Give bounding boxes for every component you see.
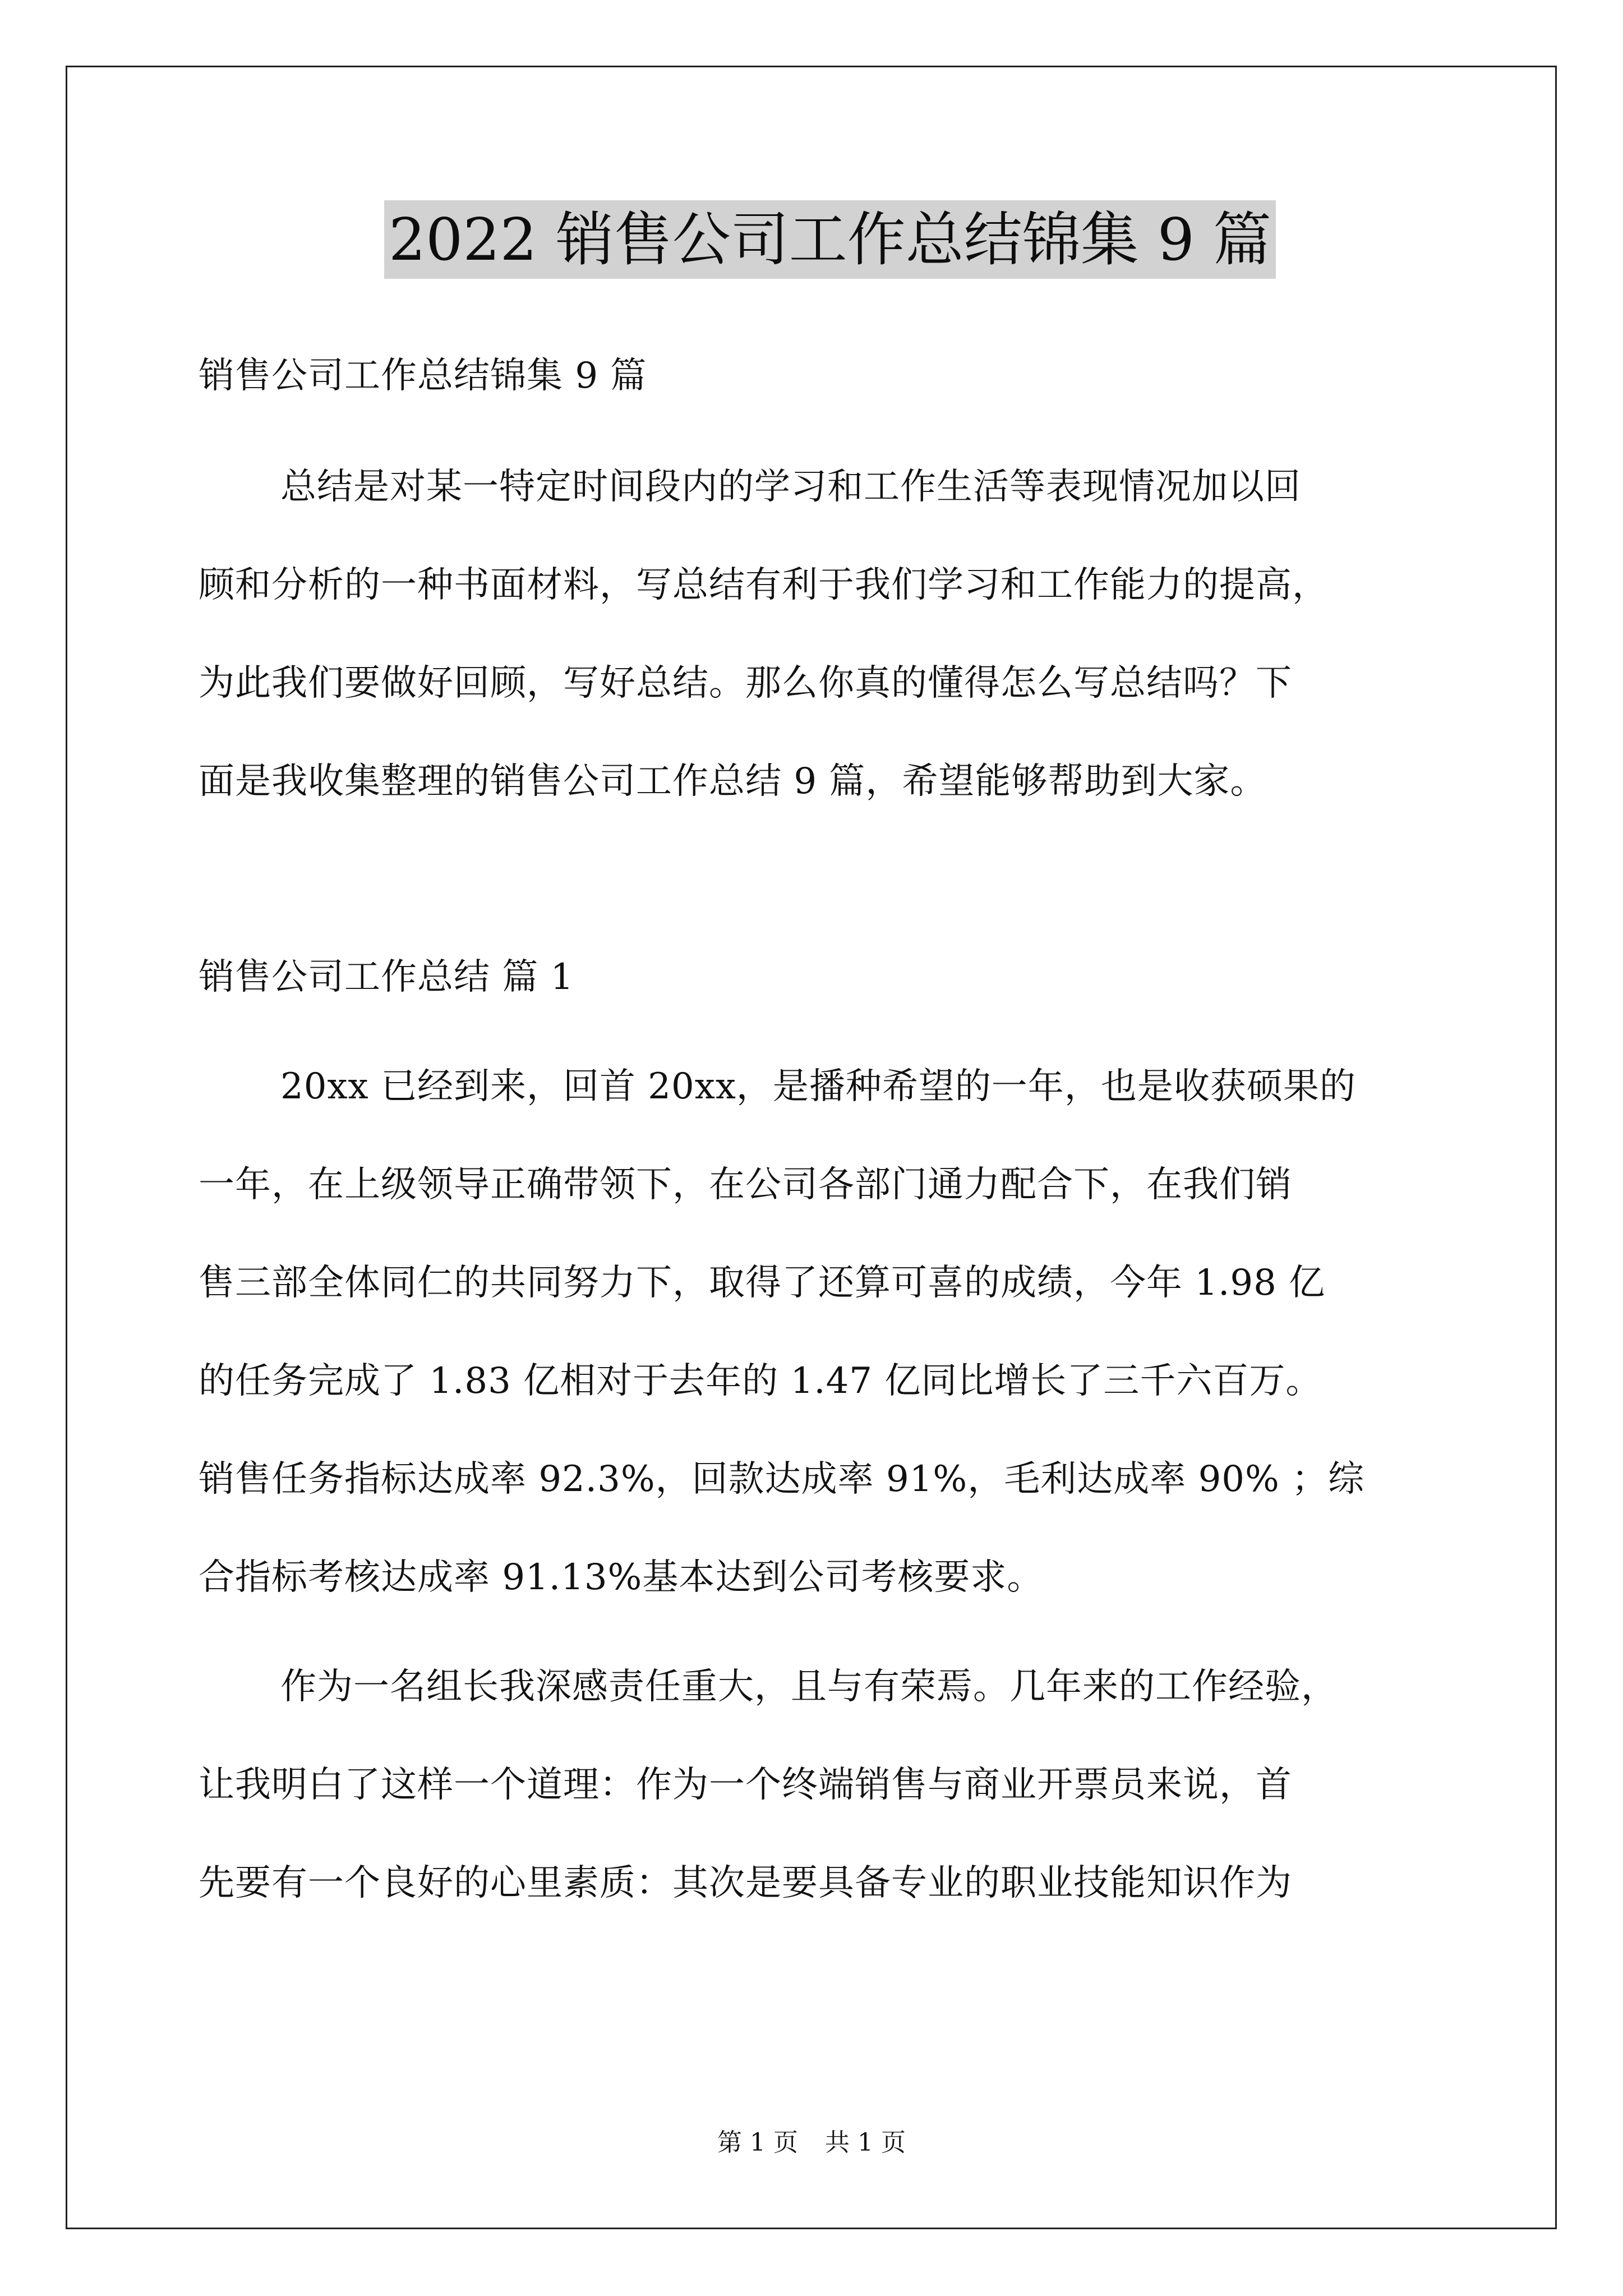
page-number: 第 1 页 — [717, 2128, 798, 2157]
section-heading: 销售公司工作总结 篇 1 — [199, 956, 574, 998]
document-title: 2022 销售公司工作总结锦集 9 篇 — [384, 200, 1276, 279]
paragraph-line: 20xx 已经到来，回首 20xx，是播种希望的一年，也是收获硕果的 — [280, 1066, 1356, 1107]
intro-line: 总结是对某一特定时间段内的学习和工作生活等表现情况加以回 — [280, 466, 1301, 508]
page-footer — [0, 2126, 1623, 2160]
intro-line: 为此我们要做好回顾，写好总结。那么你真的懂得怎么写总结吗？下 — [199, 662, 1292, 704]
intro-line: 面是我收集整理的销售公司工作总结 9 篇，希望能够帮助到大家。 — [199, 761, 1267, 802]
paragraph-line: 合指标考核达成率 91.13%基本达到公司考核要求。 — [199, 1557, 1044, 1598]
page-total: 共 1 页 — [825, 2128, 906, 2157]
paragraph-line: 作为一名组长我深感责任重大，且与有荣焉。几年来的工作经验， — [280, 1666, 1338, 1708]
paragraph-line: 销售任务指标达成率 92.3%，回款达成率 91%，毛利达成率 90% ；综 — [199, 1458, 1365, 1500]
intro-line: 顾和分析的一种书面材料，写总结有利于我们学习和工作能力的提高， — [199, 564, 1329, 606]
paragraph-line: 一年，在上级领导正确带领下，在公司各部门通力配合下，在我们销 — [199, 1164, 1292, 1205]
paragraph-line: 售三部全体同仁的共同努力下，取得了还算可喜的成绩，今年 1.98 亿 — [199, 1262, 1326, 1304]
paragraph-line: 先要有一个良好的心里素质：其次是要具备专业的职业技能知识作为 — [199, 1862, 1292, 1904]
document-subtitle: 销售公司工作总结锦集 9 篇 — [199, 355, 647, 397]
paragraph-line: 的任务完成了 1.83 亿相对于去年的 1.47 亿同比增长了三千六百万。 — [199, 1360, 1322, 1402]
paragraph-line: 让我明白了这样一个道理：作为一个终端销售与商业开票员来说，首 — [199, 1764, 1292, 1806]
